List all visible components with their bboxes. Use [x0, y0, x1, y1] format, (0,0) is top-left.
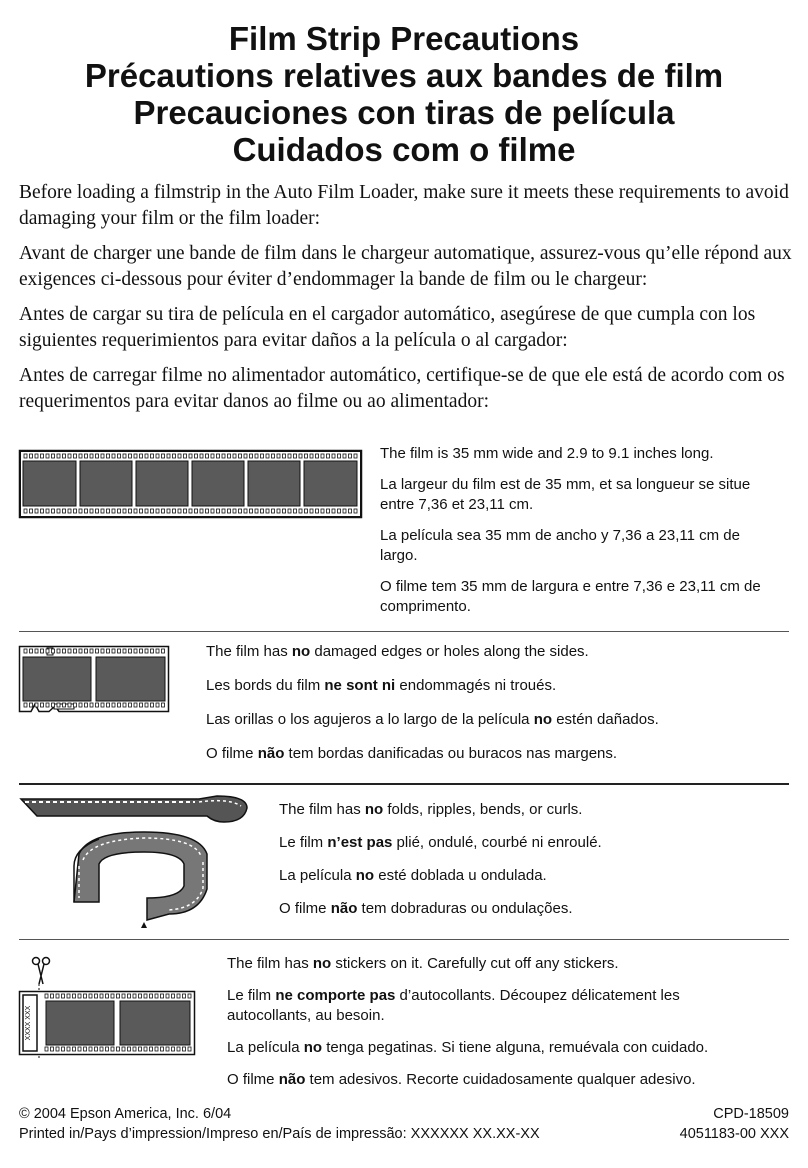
sprocket-hole [78, 1047, 81, 1051]
sprocket-hole [140, 454, 143, 458]
sprocket-hole [35, 454, 38, 458]
sprocket-hole [118, 703, 121, 707]
sprocket-hole [183, 1047, 186, 1051]
sprocket-hole [195, 454, 198, 458]
sprocket-hole [200, 509, 203, 513]
sprocket-hole [172, 994, 175, 998]
sprocket-hole [188, 1047, 191, 1051]
sprocket-hole [95, 1047, 98, 1051]
sprocket-hole [85, 649, 88, 653]
sprocket-hole [107, 509, 110, 513]
sprocket-hole [200, 454, 203, 458]
sprocket-hole [244, 454, 247, 458]
sprocket-hole [51, 994, 54, 998]
sprocket-hole [261, 454, 264, 458]
sprocket-hole [150, 994, 153, 998]
sprocket-hole [90, 454, 93, 458]
sprocket-hole [35, 509, 38, 513]
sprocket-hole [316, 509, 319, 513]
sprocket-hole [85, 454, 88, 458]
sprocket-hole [288, 454, 291, 458]
sprocket-hole [134, 454, 137, 458]
sprocket-hole [74, 703, 77, 707]
sprocket-hole [57, 454, 60, 458]
title-spanish: Precauciones con tiras de película [133, 94, 675, 131]
sprocket-hole [133, 1047, 136, 1051]
sprocket-hole [343, 509, 346, 513]
sprocket-hole [283, 454, 286, 458]
sprocket-hole [57, 649, 60, 653]
sprocket-hole [52, 703, 55, 707]
sprocket-hole [305, 509, 308, 513]
divider [19, 939, 789, 940]
sprocket-hole [128, 994, 131, 998]
sprocket-hole [134, 649, 137, 653]
folds-portuguese: O filme não tem dobraduras ou ondulações. [279, 900, 573, 917]
sprocket-hole [343, 454, 346, 458]
title-english: Film Strip Precautions [228, 20, 580, 57]
sprocket-hole [112, 509, 115, 513]
sprocket-hole [51, 1047, 54, 1051]
sprocket-hole [166, 994, 169, 998]
sprocket-hole [327, 454, 330, 458]
sprocket-hole [239, 509, 242, 513]
sprocket-hole [144, 994, 147, 998]
sprocket-hole [189, 454, 192, 458]
scissors-icon [31, 956, 51, 988]
sprocket-hole [100, 1047, 103, 1051]
sprocket-hole [123, 649, 126, 653]
sprocket-hole [46, 703, 49, 707]
sprocket-hole [321, 509, 324, 513]
sprocket-hole [78, 994, 81, 998]
sprocket-hole [107, 649, 110, 653]
sprocket-hole [184, 454, 187, 458]
sprocket-hole [228, 454, 231, 458]
sprocket-hole [41, 649, 44, 653]
sprocket-hole [206, 454, 209, 458]
sprocket-hole [211, 454, 214, 458]
sprocket-hole [74, 509, 77, 513]
sprocket-hole [145, 649, 148, 653]
sprocket-hole [107, 454, 110, 458]
sprocket-hole [118, 454, 121, 458]
sprocket-hole [277, 454, 280, 458]
sprocket-hole [195, 509, 198, 513]
sprocket-hole [145, 703, 148, 707]
sprocket-hole [354, 509, 357, 513]
sprocket-hole [79, 703, 82, 707]
sprocket-hole [140, 649, 143, 653]
sprocket-hole [63, 454, 66, 458]
section-damaged-edges-text [206, 642, 786, 764]
intro-spanish: Antes de cargar su tira de película en el cargador automático, asegúrese de que cumpla con los siguientes requerimientos para evitar daños a la película o al cargador: [19, 304, 756, 351]
sprocket-hole [46, 649, 49, 653]
curled-filmstrip-illustration [19, 794, 249, 934]
sprocket-hole [305, 454, 308, 458]
sprocket-hole [162, 703, 165, 707]
sprocket-hole [112, 649, 115, 653]
sprocket-hole [46, 509, 49, 513]
sprocket-hole [184, 509, 187, 513]
sprocket-hole [129, 454, 132, 458]
damaged-french: Les bords du film ne sont ni endommagés ni troués. [206, 677, 557, 694]
sprocket-hole [73, 1047, 76, 1051]
sprocket-hole [161, 1047, 164, 1051]
sprocket-hole [151, 649, 154, 653]
sprocket-hole [95, 994, 98, 998]
sprocket-hole [112, 703, 115, 707]
sprocket-hole [68, 703, 71, 707]
sprocket-hole [24, 454, 27, 458]
sprocket-hole [24, 509, 27, 513]
sprocket-hole [156, 509, 159, 513]
sprocket-hole [117, 994, 120, 998]
sprocket-hole [96, 703, 99, 707]
sprocket-hole [90, 703, 93, 707]
sprocket-hole [123, 454, 126, 458]
sprocket-hole [129, 703, 132, 707]
sprocket-hole [156, 649, 159, 653]
sprocket-hole [122, 994, 125, 998]
sprocket-hole [123, 703, 126, 707]
sprocket-hole [166, 1047, 169, 1051]
sprocket-hole [57, 509, 60, 513]
sprocket-hole [79, 509, 82, 513]
sprocket-hole [63, 649, 66, 653]
sprocket-hole [332, 454, 335, 458]
sprocket-hole [338, 454, 341, 458]
sprocket-hole [101, 509, 104, 513]
sprocket-hole [62, 994, 65, 998]
sprocket-hole [111, 994, 114, 998]
sprocket-hole [338, 509, 341, 513]
sprocket-hole [156, 454, 159, 458]
footer [19, 1104, 789, 1144]
divider [19, 783, 789, 785]
sprocket-hole [294, 509, 297, 513]
sprocket-hole [52, 509, 55, 513]
sprocket-hole [112, 454, 115, 458]
sprocket-hole [294, 454, 297, 458]
damaged-spanish: Las orillas o los agujeros a lo largo de la película no estén dañados. [206, 711, 659, 728]
filmstrip-with-sticker-illustration [19, 988, 195, 1058]
sprocket-hole [68, 454, 71, 458]
sprocket-hole [140, 509, 143, 513]
sprocket-hole [206, 509, 209, 513]
sprocket-hole [85, 703, 88, 707]
sprocket-hole [139, 994, 142, 998]
sprocket-hole [45, 994, 48, 998]
sticker-label: XXXX XXX [25, 1005, 32, 1041]
sprocket-hole [139, 1047, 142, 1051]
long-filmstrip-illustration [19, 450, 362, 518]
sprocket-hole [118, 649, 121, 653]
sprocket-hole [183, 994, 186, 998]
sprocket-hole [162, 454, 165, 458]
title-portuguese: Cuidados com o filme [232, 131, 576, 168]
sprocket-hole [140, 703, 143, 707]
sprocket-hole [310, 454, 313, 458]
intro-portuguese: Antes de carregar filme no alimentador automático, certifique-se de que ele está de acordo com os requerimentos para evitar danos ao filme ou ao alimentador: [19, 365, 785, 412]
damaged-portuguese: O filme não tem bordas danificadas ou buracos nas margens. [206, 745, 618, 762]
section-stickers-text [227, 954, 787, 1090]
sprocket-hole [52, 649, 55, 653]
sprocket-hole [129, 509, 132, 513]
section-film-size-text [380, 444, 780, 617]
sprocket-hole [150, 1047, 153, 1051]
folds-spanish: La película no esté doblada u ondulada. [279, 867, 547, 884]
stickers-french: Le film ne comporte pas d’autocollants. Découpez délicatement les autocollants, au besoin. [227, 987, 680, 1024]
sprocket-hole [111, 1047, 114, 1051]
sprocket-hole [118, 509, 121, 513]
sprocket-hole [41, 509, 44, 513]
sprocket-hole [89, 1047, 92, 1051]
sprocket-hole [117, 1047, 120, 1051]
folds-english: The film has no folds, ripples, bends, or curls. [279, 801, 583, 818]
sprocket-hole [151, 454, 154, 458]
film-size-french: La largeur du film est de 35 mm, et sa longueur se situe entre 7,36 et 23,11 cm. [380, 476, 751, 513]
sprocket-hole [74, 454, 77, 458]
sprocket-hole [30, 649, 33, 653]
sprocket-hole [178, 509, 181, 513]
page-title [0, 20, 808, 168]
sprocket-hole [217, 454, 220, 458]
sprocket-hole [30, 509, 33, 513]
sprocket-hole [173, 509, 176, 513]
sprocket-hole [133, 994, 136, 998]
sprocket-hole [101, 649, 104, 653]
sprocket-hole [24, 703, 27, 707]
stickers-english: The film has no stickers on it. Carefully cut off any stickers. [227, 955, 619, 972]
damaged-english: The film has no damaged edges or holes along the sides. [206, 643, 589, 660]
sprocket-hole [332, 509, 335, 513]
sprocket-hole [123, 509, 126, 513]
sprocket-hole [63, 509, 66, 513]
sprocket-hole [250, 509, 253, 513]
sprocket-hole [45, 1047, 48, 1051]
sprocket-hole [354, 454, 357, 458]
sprocket-hole [41, 703, 44, 707]
sprocket-hole [151, 509, 154, 513]
intro-text [19, 180, 794, 424]
sprocket-hole [84, 994, 87, 998]
sprocket-hole [288, 509, 291, 513]
sprocket-hole [74, 649, 77, 653]
divider [19, 631, 789, 632]
sprocket-hole [211, 509, 214, 513]
sprocket-hole [167, 509, 170, 513]
sprocket-hole [222, 454, 225, 458]
sprocket-hole [189, 509, 192, 513]
sprocket-hole [67, 1047, 70, 1051]
sprocket-hole [272, 509, 275, 513]
sprocket-hole [239, 454, 242, 458]
sprocket-hole [46, 454, 49, 458]
sprocket-hole [188, 994, 191, 998]
stickers-portuguese: O filme não tem adesivos. Recorte cuidadosamente qualquer adesivo. [227, 1071, 696, 1088]
sprocket-hole [96, 649, 99, 653]
sprocket-hole [101, 454, 104, 458]
sprocket-hole [178, 454, 181, 458]
sprocket-hole [106, 994, 109, 998]
sprocket-hole [96, 454, 99, 458]
sprocket-hole [321, 454, 324, 458]
sprocket-hole [52, 454, 55, 458]
damaged-filmstrip-illustration [19, 646, 169, 712]
sprocket-hole [145, 509, 148, 513]
sprocket-hole [261, 509, 264, 513]
sprocket-hole [35, 649, 38, 653]
sprocket-hole [145, 454, 148, 458]
title-french: Précautions relatives aux bandes de film [84, 57, 724, 94]
sprocket-hole [90, 649, 93, 653]
sprocket-hole [68, 509, 71, 513]
sprocket-hole [162, 649, 165, 653]
sprocket-hole [255, 454, 258, 458]
sprocket-hole [233, 509, 236, 513]
sprocket-hole [255, 509, 258, 513]
sprocket-hole [106, 1047, 109, 1051]
sprocket-hole [85, 509, 88, 513]
sprocket-hole [167, 454, 170, 458]
sprocket-hole [228, 509, 231, 513]
sprocket-hole [310, 509, 313, 513]
sprocket-hole [96, 509, 99, 513]
sprocket-hole [217, 509, 220, 513]
sprocket-hole [316, 454, 319, 458]
sprocket-hole [56, 1047, 59, 1051]
copyright: © 2004 Epson America, Inc. 6/04 [19, 1106, 232, 1122]
sprocket-hole [24, 649, 27, 653]
stickers-spanish: La película no tenga pegatinas. Si tiene alguna, remuévala con cuidado. [227, 1039, 709, 1056]
sprocket-hole [172, 1047, 175, 1051]
sprocket-hole [57, 703, 60, 707]
sprocket-hole [162, 509, 165, 513]
sprocket-hole [101, 703, 104, 707]
sprocket-hole [67, 994, 70, 998]
sprocket-hole [134, 509, 137, 513]
sprocket-hole [283, 509, 286, 513]
part-number: 4051183-00 XXX [679, 1126, 789, 1142]
sprocket-hole [156, 703, 159, 707]
intro-english: Before loading a filmstrip in the Auto Film Loader, make sure it meets these requirements to avoid damaging your film or the film loader: [19, 182, 789, 229]
sprocket-hole [134, 703, 137, 707]
sprocket-hole [173, 454, 176, 458]
sprocket-hole [30, 454, 33, 458]
intro-french: Avant de charger une bande de film dans le chargeur automatique, assurez-vous qu’elle répond aux exigences ci-dessous pour éviter d’endommager la bande de film ou le chargeur: [19, 243, 792, 290]
section-folds-text [279, 800, 779, 919]
sprocket-hole [84, 1047, 87, 1051]
sprocket-hole [89, 994, 92, 998]
sprocket-hole [144, 1047, 147, 1051]
sprocket-hole [30, 703, 33, 707]
film-size-english: The film is 35 mm wide and 2.9 to 9.1 inches long. [380, 445, 714, 462]
sprocket-hole [56, 994, 59, 998]
sprocket-hole [62, 1047, 65, 1051]
sprocket-hole [35, 703, 38, 707]
sprocket-hole [68, 649, 71, 653]
sprocket-hole [272, 454, 275, 458]
sprocket-hole [63, 703, 66, 707]
sprocket-hole [233, 454, 236, 458]
sprocket-hole [222, 509, 225, 513]
sprocket-hole [250, 454, 253, 458]
sprocket-hole [161, 994, 164, 998]
sprocket-hole [100, 994, 103, 998]
sprocket-hole [128, 1047, 131, 1051]
sprocket-hole [244, 509, 247, 513]
film-size-spanish: La película sea 35 mm de ancho y 7,36 a 23,11 cm de largo. [380, 527, 740, 564]
sprocket-hole [277, 509, 280, 513]
film-size-portuguese: O filme tem 35 mm de largura e entre 7,36 e 23,11 cm de comprimento. [380, 578, 761, 615]
sprocket-hole [327, 509, 330, 513]
sprocket-hole [177, 994, 180, 998]
sprocket-hole [349, 454, 352, 458]
folds-french: Le film n’est pas plié, ondulé, courbé ni enroulé. [279, 834, 602, 851]
sprocket-hole [155, 994, 158, 998]
sprocket-hole [129, 649, 132, 653]
product-code: CPD-18509 [713, 1106, 789, 1122]
sprocket-hole [299, 454, 302, 458]
sprocket-hole [79, 649, 82, 653]
sprocket-hole [41, 454, 44, 458]
sprocket-hole [151, 703, 154, 707]
sprocket-hole [299, 509, 302, 513]
sprocket-hole [73, 994, 76, 998]
sprocket-hole [79, 454, 82, 458]
sprocket-hole [349, 509, 352, 513]
sprocket-hole [266, 509, 269, 513]
sprocket-hole [155, 1047, 158, 1051]
sprocket-hole [266, 454, 269, 458]
sprocket-hole [90, 509, 93, 513]
print-location: Printed in/Pays d’impression/Impreso en/País de impressão: XXXXXX XX.XX-XX [19, 1126, 540, 1142]
sprocket-hole [107, 703, 110, 707]
sprocket-hole [177, 1047, 180, 1051]
sprocket-hole [122, 1047, 125, 1051]
